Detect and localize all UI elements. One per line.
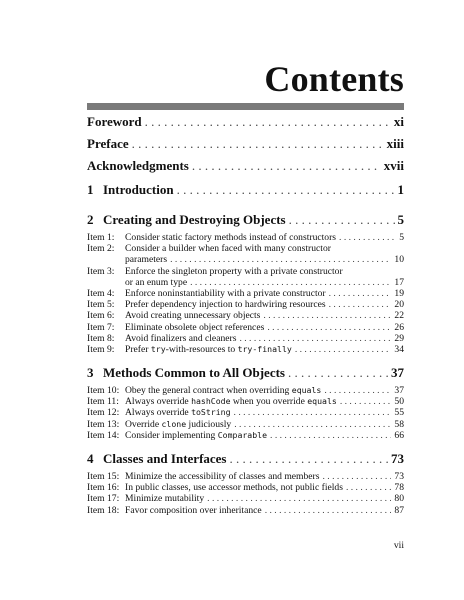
item-label: Item 6: [87,310,115,322]
dot-leader [346,482,391,493]
toc-entry-item[interactable] [87,322,404,333]
item-label: Item 17: [87,493,120,505]
toc-entry-front-matter[interactable] [87,158,404,180]
dot-leader [192,158,381,174]
item-label: Item 1: [87,232,115,243]
dot-leader [295,344,392,355]
item-page: 29 [394,332,404,344]
dot-leader [322,471,391,482]
item-page: 78 [394,482,404,494]
dot-leader [207,493,391,504]
dot-leader [329,299,392,310]
dot-leader [170,254,391,265]
chapter-title: 2 Creating and Destroying Objects [87,212,286,227]
item-label: Item 7: [87,321,115,333]
dot-leader [239,333,391,344]
toc-entry-chapter[interactable] [87,182,404,202]
toc-entry-item[interactable] [87,310,404,321]
dot-leader [339,232,396,243]
dot-leader [145,114,391,130]
dot-leader [132,136,384,152]
item-label: Item 12: [87,407,120,419]
dot-leader [263,310,391,321]
item-title: Obey the general contract when overriding equals [125,385,322,397]
code-text: equals [307,396,337,407]
code-text: toString [191,407,231,418]
toc-entry-item[interactable] [87,419,404,430]
toc-entry-item[interactable] [87,407,404,418]
item-label: Item 16: [87,482,120,494]
toc-list [87,114,404,516]
item-label: Item 14: [87,429,120,441]
item-title: Override clone judiciously [125,418,232,430]
item-label: Item 9: [87,343,115,355]
dot-leader [267,322,391,333]
toc-entry-chapter[interactable] [87,212,404,232]
entry-title: Preface [87,136,129,151]
item-page: 26 [394,321,404,333]
item-title: Always override toString [125,407,231,419]
toc-entry-item[interactable] [87,396,404,407]
item-title: Avoid creating unnecessary objects [125,310,261,322]
item-page: 58 [394,418,404,430]
item-title: Avoid finalizers and cleaners [125,332,237,344]
code-text: hashCode [191,396,231,407]
dot-leader [265,505,392,516]
dot-leader [340,396,392,407]
toc-entry-item[interactable] [87,277,404,288]
item-title: Consider implementing Comparable [125,429,268,441]
page-number: vii [393,540,404,551]
item-page: 17 [394,276,404,288]
entry-title: Foreword [87,114,142,129]
item-title: or an enum type [125,276,188,288]
title-rule [87,103,404,110]
item-title: Always override hashCode when you override equals [125,396,337,408]
dot-leader [324,385,391,396]
code-text: equals [291,385,322,396]
item-title: Prefer dependency injection to hardwiring resources [125,299,326,311]
chapter-page: 5 [397,212,404,227]
chapter-page: 1 [397,182,404,197]
item-title: parameters [125,254,168,266]
entry-title: Acknowledgments [87,158,189,173]
code-text: Comparable [217,429,268,440]
entry-page: xvii [383,158,404,173]
toc-entry-item[interactable] [87,243,404,254]
toc-entry-item[interactable] [87,471,404,482]
chapter-number: 4 [87,451,94,466]
toc-entry-item[interactable] [87,385,404,396]
item-page: 34 [394,343,404,355]
item-title: Consider a builder when faced with many constructor [125,243,331,255]
section-gap [87,202,404,210]
item-page: 66 [394,429,404,441]
toc-entry-front-matter[interactable] [87,136,404,158]
dot-leader [329,288,392,299]
chapter-page: 37 [391,365,404,381]
chapter-number: 2 [87,212,94,227]
toc-entry-item[interactable] [87,493,404,504]
toc-entry-item[interactable] [87,430,404,441]
item-page: 87 [394,504,404,516]
toc-entry-item[interactable] [87,266,404,277]
item-page: 50 [394,396,404,408]
dot-leader [289,212,395,228]
dot-leader [177,182,395,198]
chapter-title: 3 Methods Common to All Objects [87,365,285,381]
item-label: Item 3: [87,265,115,277]
item-title: Minimize the accessibility of classes and members [125,471,320,482]
item-label: Item 10: [87,385,120,397]
dot-leader [270,430,391,441]
item-label: Item 4: [87,287,115,299]
item-title: Enforce noninstantiability with a private constructor [125,287,326,299]
item-label: Item 11: [87,396,119,408]
toc-entry-item[interactable] [87,288,404,299]
item-title: In public classes, use accessor methods, not public fields [125,482,343,494]
code-text: clone [161,418,187,429]
item-page: 22 [394,310,404,322]
toc-entry-item[interactable] [87,333,404,344]
item-page: 10 [394,254,404,266]
chapter-title: 4 Classes and Interfaces [87,451,227,466]
item-page: 55 [394,407,404,419]
item-label: Item 5: [87,299,115,311]
code-text: try [150,343,166,354]
chapter-number: 1 [87,182,94,197]
toc-entry-item[interactable] [87,254,404,265]
toc-entry-item[interactable] [87,232,404,243]
entry-page: xi [393,114,404,129]
item-page: 5 [399,232,404,243]
page-title: Contents [264,59,404,99]
toc-entry-item[interactable] [87,344,404,355]
item-page: 37 [394,385,404,397]
item-title: Prefer try-with-resources to try-finally [125,343,292,355]
item-title: Minimize mutability [125,493,205,505]
toc-entry-chapter[interactable] [87,365,404,385]
item-title: Consider static factory methods instead of constructors [125,232,337,243]
toc-entry-item[interactable] [87,482,404,493]
item-page: 73 [394,471,404,482]
item-page: 19 [394,287,404,299]
dot-leader [190,277,391,288]
section-gap [87,441,404,449]
entry-page: xiii [386,136,404,151]
dot-leader [288,365,388,381]
toc-entry-chapter[interactable] [87,451,404,471]
dot-leader [230,451,389,467]
item-page: 80 [394,493,404,505]
item-label: Item 13: [87,418,120,430]
chapter-title: 1 Introduction [87,182,174,197]
item-label: Item 18: [87,504,120,516]
item-title: Enforce the singleton property with a private constructor [125,265,343,277]
item-label: Item 2: [87,243,115,255]
chapter-page: 73 [391,451,404,466]
dot-leader [234,419,391,430]
toc-entry-item[interactable] [87,505,404,516]
dot-leader [234,407,392,418]
item-title: Eliminate obsolete object references [125,321,265,333]
item-label: Item 15: [87,471,120,482]
chapter-number: 3 [87,365,94,381]
item-label: Item 8: [87,332,115,344]
toc-entry-item[interactable] [87,299,404,310]
code-text: try-finally [237,343,292,354]
toc-entry-front-matter[interactable] [87,114,404,136]
item-title: Favor composition over inheritance [125,504,262,516]
section-gap [87,355,404,363]
item-page: 20 [394,299,404,311]
